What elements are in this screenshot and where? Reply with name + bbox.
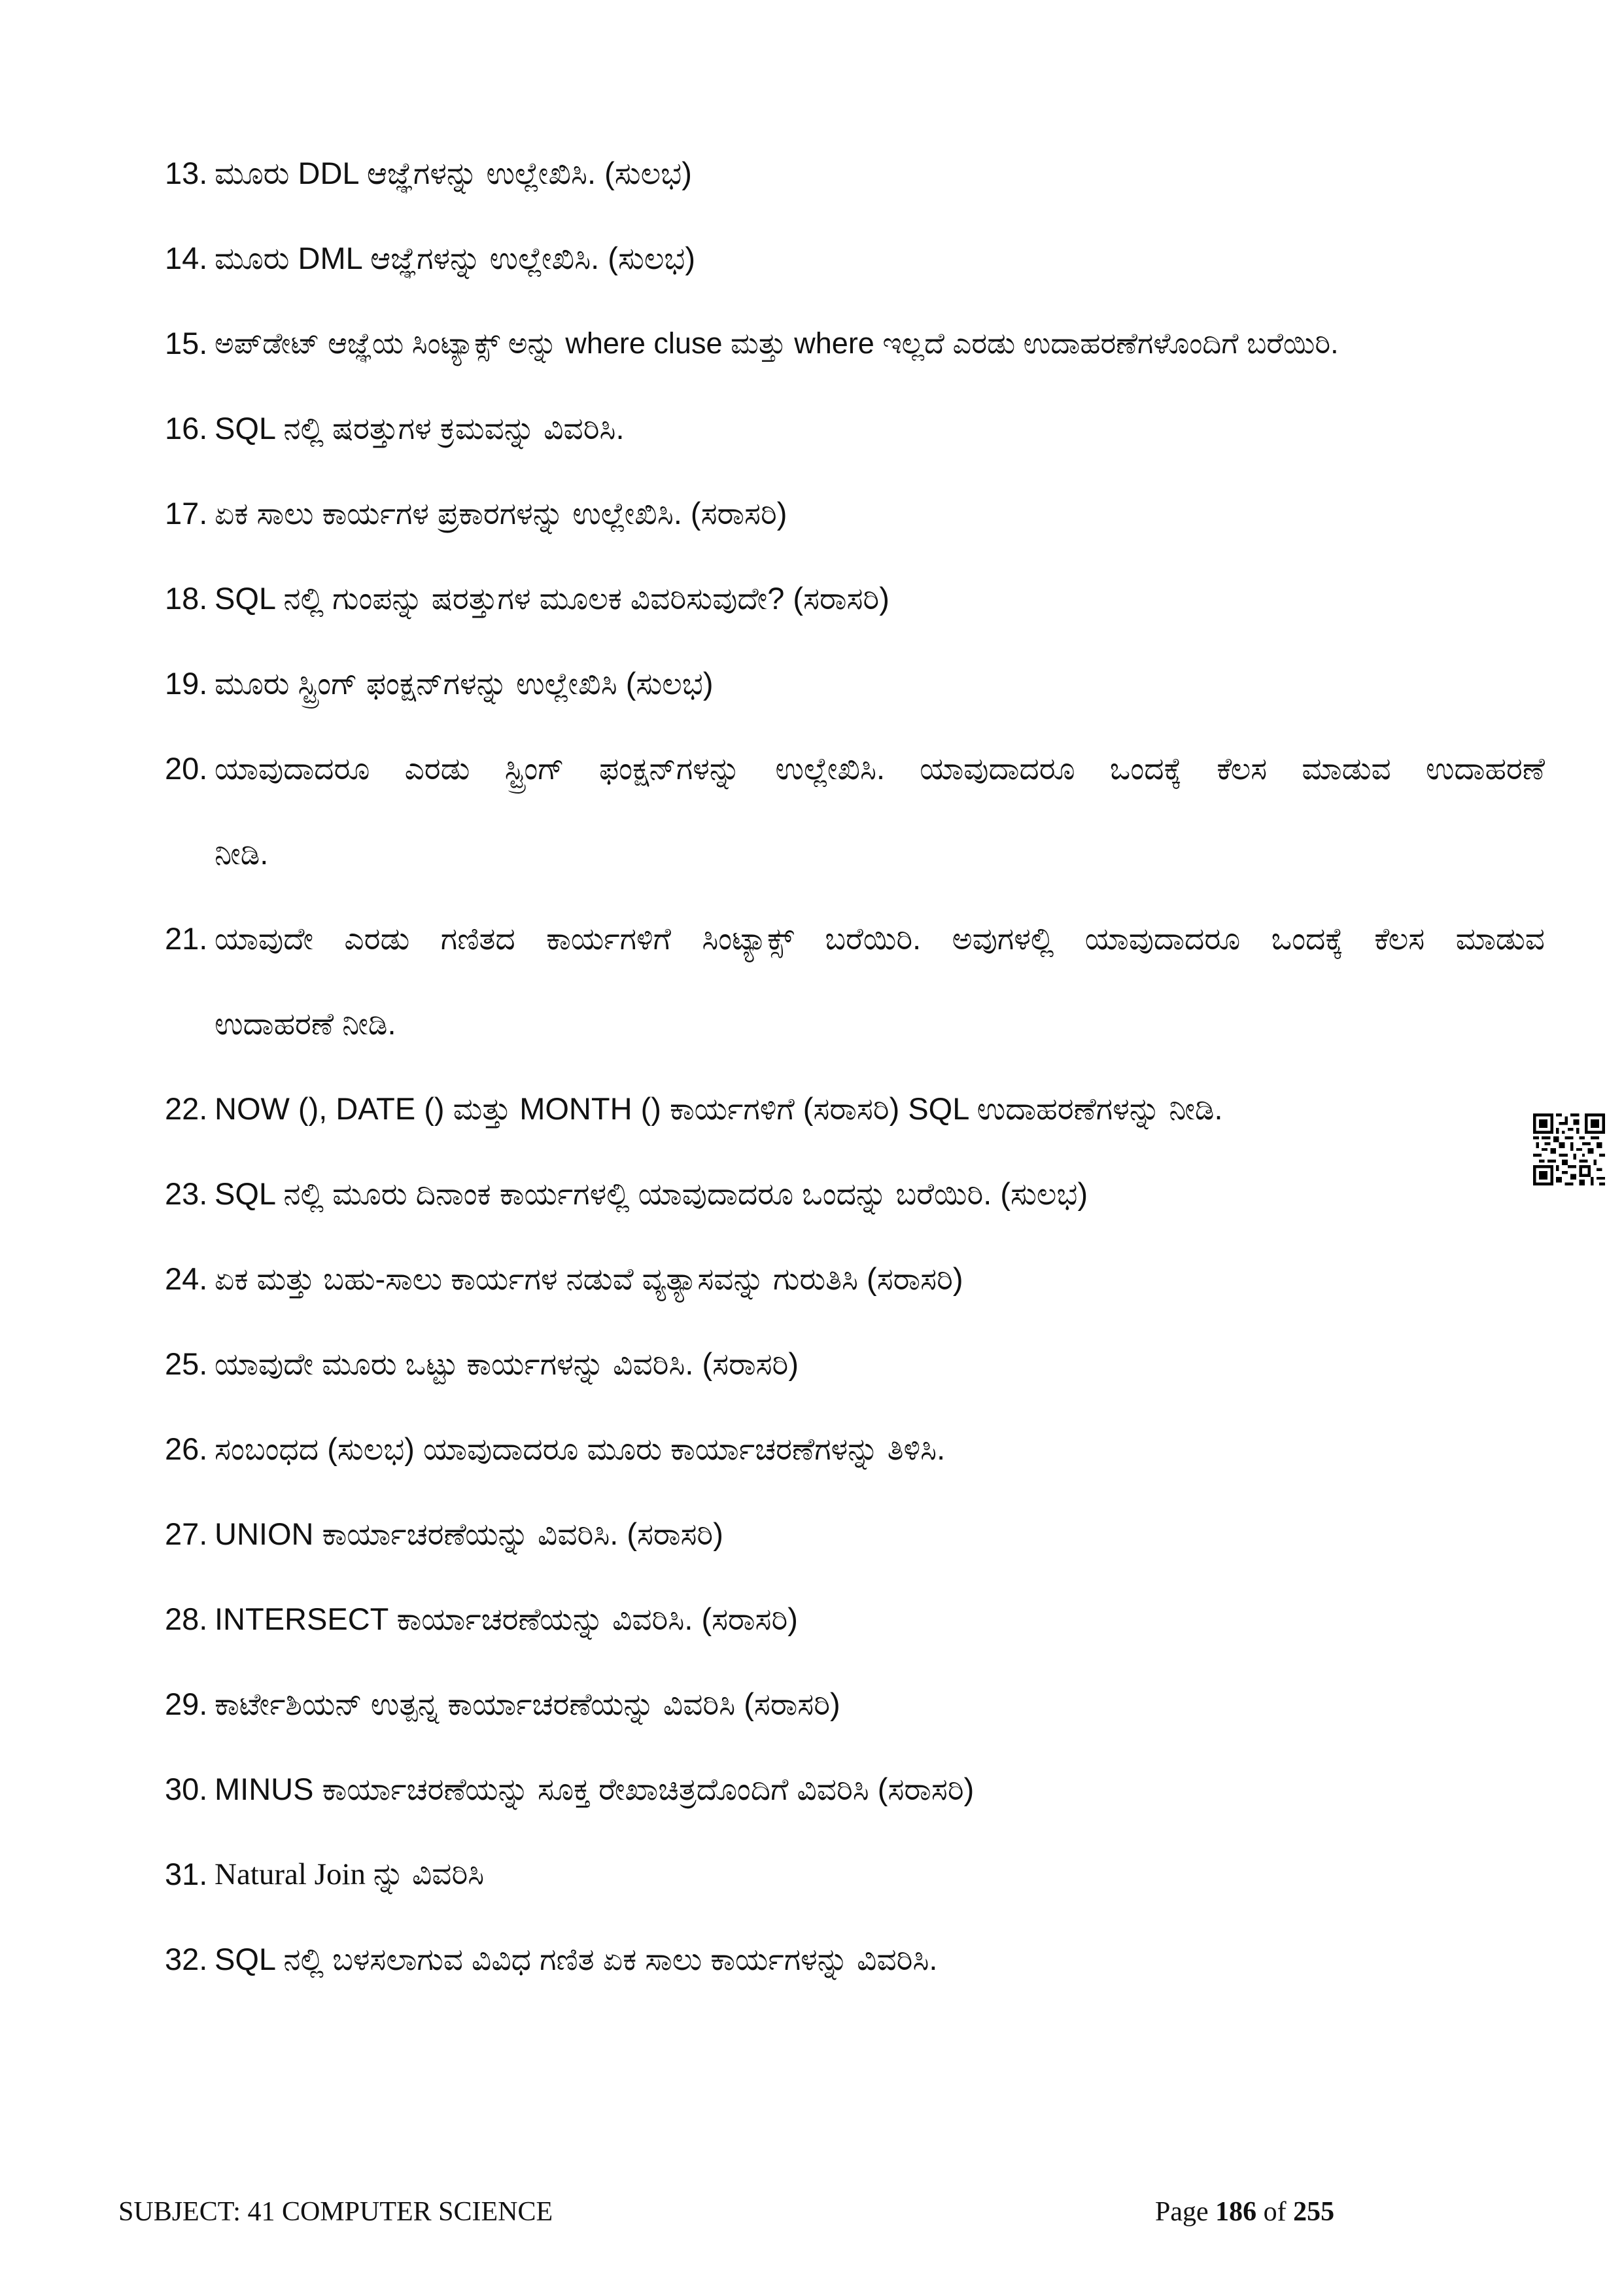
question-text: Natural Join ನ್ನು ವಿವರಿಸಿ <box>215 1857 485 1891</box>
question-text: SQL ನಲ್ಲಿ ಬಳಸಲಾಗುವ ವಿವಿಧ ಗಣಿತ ಏಕ ಸಾಲು ಕಾರ್ಯಗಳನ್ನು ವಿವರಿಸಿ. <box>215 1942 938 1976</box>
question-text: NOW (), DATE () ಮತ್ತು MONTH () ಕಾರ್ಯಗಳಿಗೆ (ಸರಾಸರಿ) SQL ಉದಾಹರಣೆಗಳನ್ನು ನೀಡಿ. <box>215 1091 1223 1126</box>
question-number: 19. <box>165 666 208 701</box>
question-text: ಮೂರು ಸ್ಟ್ರಿಂಗ್ ಫಂಕ್ಷನ್‌ಗಳನ್ನು ಉಲ್ಲೇಖಿಸಿ (ಸುಲಭ) <box>215 666 714 701</box>
question-text: ಮೂರು DML ಆಜ್ಞೆಗಳನ್ನು ಉಲ್ಲೇಖಿಸಿ. (ಸುಲಭ) <box>215 241 696 275</box>
question-number: 25. <box>165 1346 208 1381</box>
question-number: 27. <box>165 1516 208 1551</box>
question-text: ಕಾರ್ಟೇಶಿಯನ್ ಉತ್ಪನ್ನ ಕಾರ್ಯಾಚರಣೆಯನ್ನು ವಿವರಿಸಿ (ಸರಾಸರಿ) <box>215 1687 840 1721</box>
question-number: 16. <box>165 411 208 446</box>
question-number: 24. <box>165 1261 208 1296</box>
page-label: Page <box>1155 2197 1209 2227</box>
question-number: 31. <box>165 1857 208 1891</box>
footer-page-info <box>1155 2196 1334 2228</box>
question-text: ಯಾವುದೇ ಮೂರು ಒಟ್ಟು ಕಾರ್ಯಗಳನ್ನು ವಿವರಿಸಿ. (ಸರಾಸರಿ) <box>215 1346 799 1381</box>
question-number: 28. <box>165 1602 208 1636</box>
question-text: ಯಾವುದೇ ಎರಡು ಗಣಿತದ ಕಾರ್ಯಗಳಿಗೆ ಸಿಂಟ್ಯಾಕ್ಸ್ ಬರೆಯಿರಿ. ಅವುಗಳಲ್ಲಿ ಯಾವುದಾದರೂ ಒಂದಕ್ಕೆ ಕೆಲಸ ಮಾಡುವ <box>215 921 1545 956</box>
question-text: ಮೂರು DDL ಆಜ್ಞೆಗಳನ್ನು ಉಲ್ಲೇಖಿಸಿ. (ಸುಲಭ) <box>215 156 692 190</box>
question-text: MINUS ಕಾರ್ಯಾಚರಣೆಯನ್ನು ಸೂಕ್ತ ರೇಖಾಚಿತ್ರದೊಂದಿಗೆ ವಿವರಿಸಿ (ಸರಾಸರಿ) <box>215 1772 975 1806</box>
page-of-label: of <box>1263 2197 1287 2227</box>
question-number: 14. <box>165 241 208 275</box>
question-text: SQL ನಲ್ಲಿ ಷರತ್ತುಗಳ ಕ್ರಮವನ್ನು ವಿವರಿಸಿ. <box>215 411 625 446</box>
qr-code-icon <box>1533 1113 1605 1185</box>
question-20-continuation: ನೀಡಿ. <box>215 836 269 871</box>
question-number: 20. <box>165 751 208 786</box>
question-21-continuation: ಉದಾಹರಣೆ ನೀಡಿ. <box>215 1006 396 1041</box>
question-number: 32. <box>165 1942 208 1976</box>
question-text: ಅಪ್‌ಡೇಟ್ ಆಜ್ಞೆಯ ಸಿಂಟ್ಯಾಕ್ಸ್ ಅನ್ನು where cluse ಮತ್ತು where ಇಲ್ಲದೆ ಎರಡು ಉದಾಹರಣೆಗಳೊಂದಿಗೆ ಬರೆಯಿರಿ. <box>215 326 1339 360</box>
question-text: ಏಕ ಮತ್ತು ಬಹು-ಸಾಲು ಕಾರ್ಯಗಳ ನಡುವೆ ವ್ಯತ್ಯಾಸವನ್ನು ಗುರುತಿಸಿ (ಸರಾಸರಿ) <box>215 1261 963 1296</box>
question-number: 17. <box>165 496 208 531</box>
question-text: SQL ನಲ್ಲಿ ಗುಂಪನ್ನು ಷರತ್ತುಗಳ ಮೂಲಕ ವಿವರಿಸುವುದೇ? (ಸರಾಸರಿ) <box>215 581 890 616</box>
question-text: ಸಂಬಂಧದ (ಸುಲಭ) ಯಾವುದಾದರೂ ಮೂರು ಕಾರ್ಯಾಚರಣೆಗಳನ್ನು ತಿಳಿಸಿ. <box>215 1431 946 1466</box>
question-text: ಏಕ ಸಾಲು ಕಾರ್ಯಗಳ ಪ್ರಕಾರಗಳನ್ನು ಉಲ್ಲೇಖಿಸಿ. (ಸರಾಸರಿ) <box>215 496 787 531</box>
question-number: 23. <box>165 1176 208 1211</box>
question-number: 13. <box>165 156 208 190</box>
question-number: 18. <box>165 581 208 616</box>
question-number: 29. <box>165 1687 208 1721</box>
question-text: SQL ನಲ್ಲಿ ಮೂರು ದಿನಾಂಕ ಕಾರ್ಯಗಳಲ್ಲಿ ಯಾವುದಾದರೂ ಒಂದನ್ನು ಬರೆಯಿರಿ. (ಸುಲಭ) <box>215 1176 1088 1211</box>
question-text: UNION ಕಾರ್ಯಾಚರಣೆಯನ್ನು ವಿವರಿಸಿ. (ಸರಾಸರಿ) <box>215 1516 723 1551</box>
page-total: 255 <box>1293 2197 1335 2227</box>
question-number: 22. <box>165 1091 208 1126</box>
footer-subject: SUBJECT: 41 COMPUTER SCIENCE <box>118 2197 553 2227</box>
question-number: 30. <box>165 1772 208 1806</box>
question-number: 21. <box>165 921 208 956</box>
question-number: 15. <box>165 326 208 360</box>
question-number: 26. <box>165 1431 208 1466</box>
question-text: ಯಾವುದಾದರೂ ಎರಡು ಸ್ಟ್ರಿಂಗ್ ಫಂಕ್ಷನ್‌ಗಳನ್ನು ಉಲ್ಲೇಖಿಸಿ. ಯಾವುದಾದರೂ ಒಂದಕ್ಕೆ ಕೆಲಸ ಮಾಡುವ ಉದಾಹರಣೆ <box>215 751 1545 786</box>
page-number: 186 <box>1215 2197 1257 2227</box>
question-text: INTERSECT ಕಾರ್ಯಾಚರಣೆಯನ್ನು ವಿವರಿಸಿ. (ಸರಾಸರಿ) <box>215 1602 798 1636</box>
